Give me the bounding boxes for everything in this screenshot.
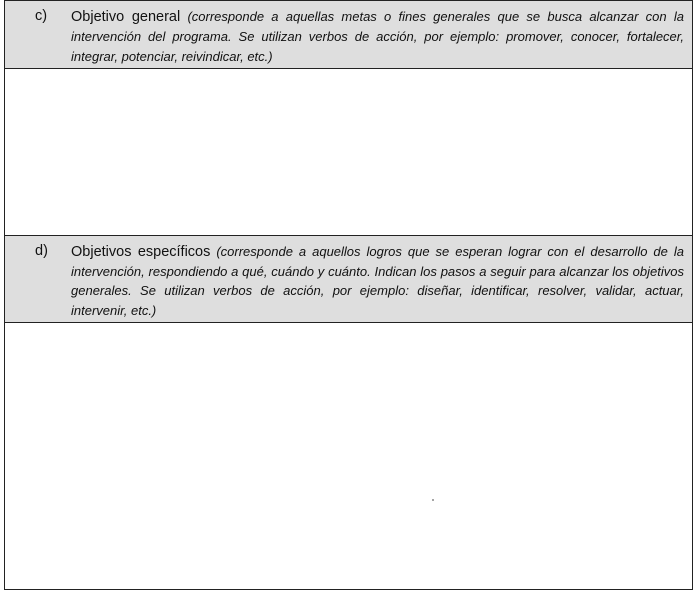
section-c-letter: c) [35,8,48,24]
section-d-description: (corresponde a aquellos logros que se esperan lograr con el desarrollo de la intervención, respondiendo a qué, cuándo y cuánto. Indican los pasos a seguir para alcanzar los objetivos generales. Se utilizan verbos de acción, por ejemplo: diseñar, identificar, resolver, validar, actuar, intervenir, etc.) [71,243,684,318]
objectives-form [4,0,693,590]
section-d-text [71,242,684,320]
section-d-header [5,236,692,323]
section-c-description: (corresponde a aquellas metas o fines generales que se busca alcanzar con la intervención del programa. Se utilizan verbos de acción, por ejemplo: promover, conocer, fortalecer, integrar, potenciar, reivindicar, etc.) [71,9,684,64]
section-c-text [71,7,684,66]
section-c-title: Objetivo general [71,9,181,25]
section-d-answer-box[interactable] [5,323,692,589]
scan-speck [432,499,434,501]
section-d-letter: d) [35,242,48,259]
section-c-header [5,1,692,69]
section-c-answer-box[interactable] [5,69,692,236]
section-d-title: Objetivos específicos [71,243,211,260]
